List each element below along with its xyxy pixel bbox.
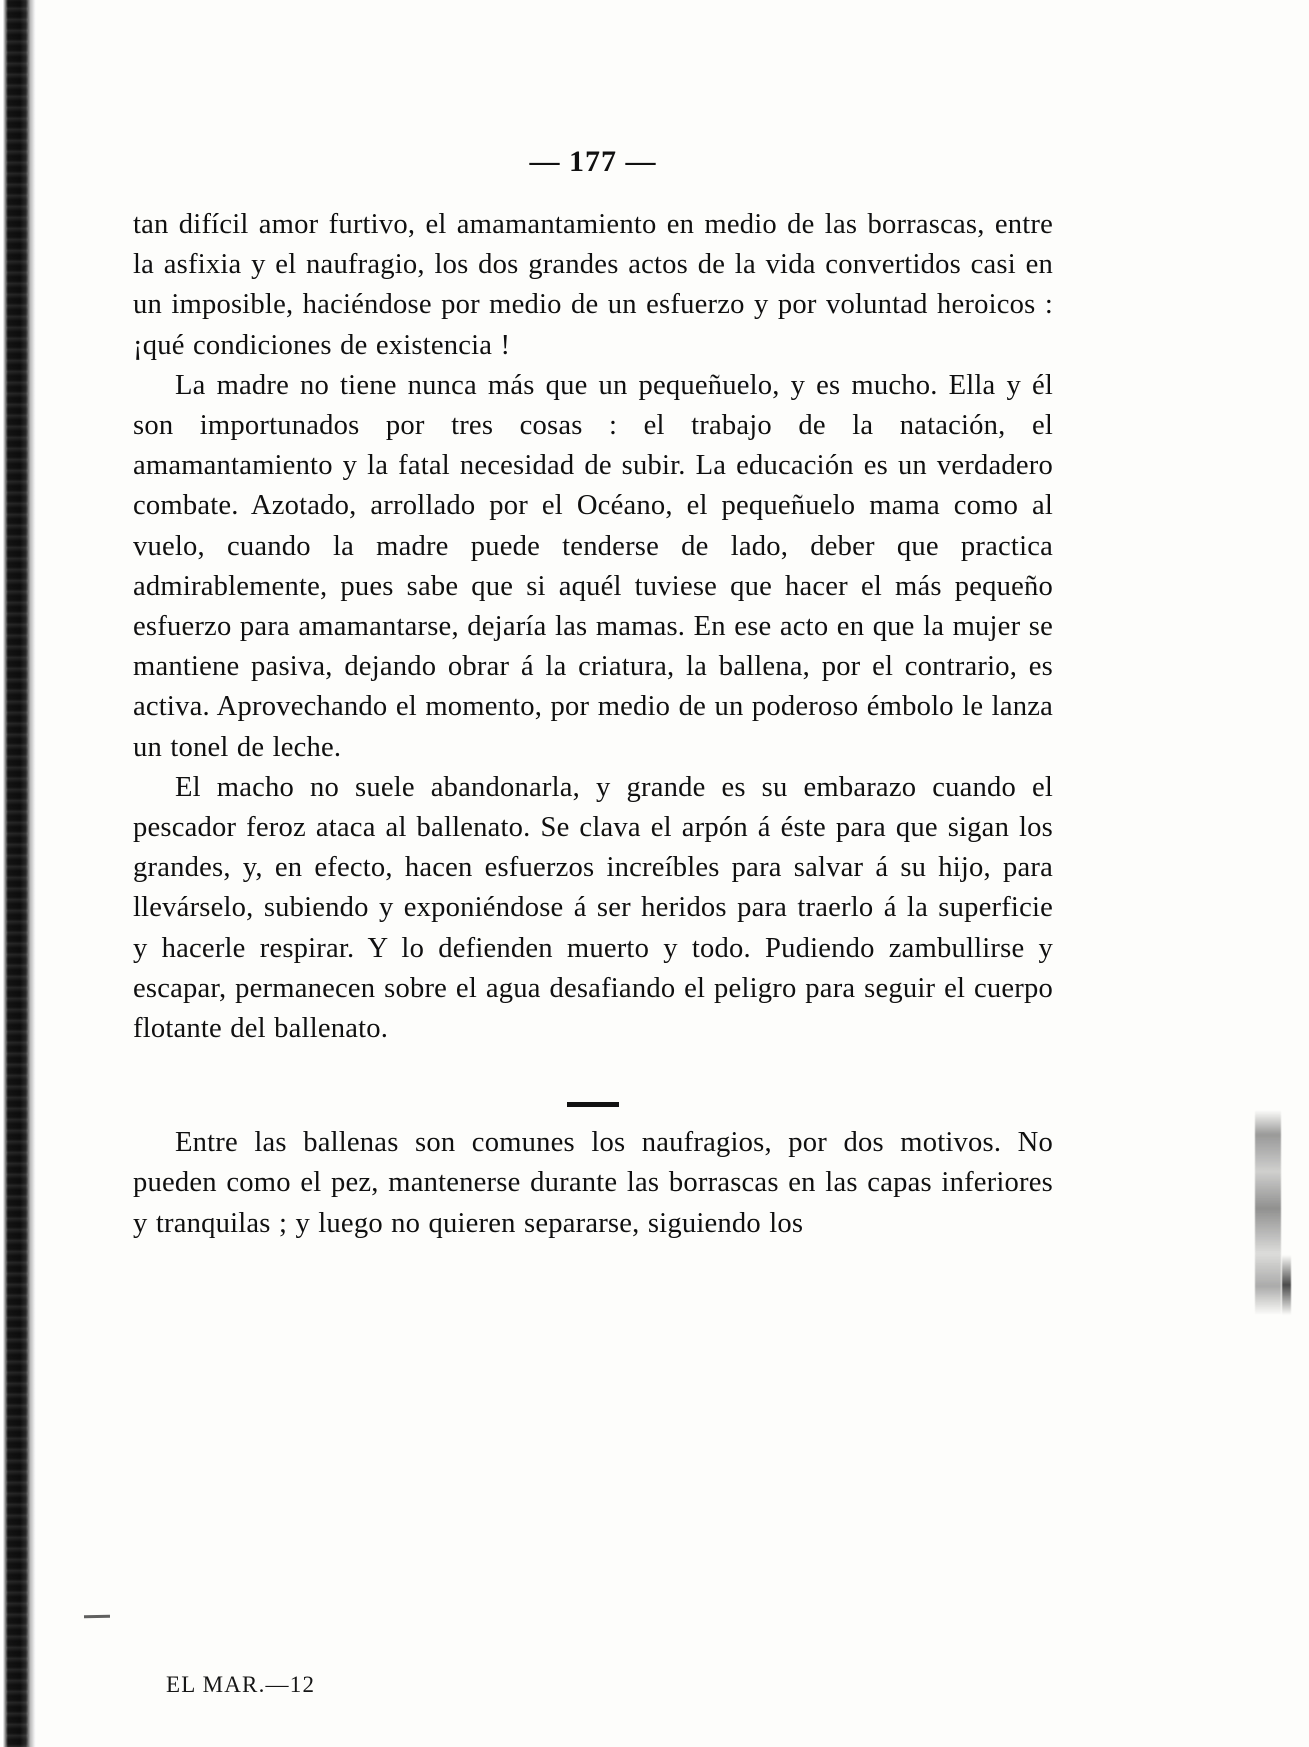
paragraph-2: La madre no tiene nunca más que un pequeñuelo, y es mucho. Ella y él son importunados por tres cosas : el trabajo de la natación, el amamantamiento y la fatal necesidad de subir. La educación es un verdadero combate. Azotado, arrollado por el Océano, el pequeñuelo mama como al vuelo, cuando la madre puede tenderse de lado, deber que practica admirablemente, pues sabe que si aquél tuviese que hacer el más pequeño esfuerzo para amamantarse, dejaría las mamas. En ese acto en que la mujer se mantiene pasiva, dejando obrar á la criatura, la ballena, por el contrario, es activa. Aprovechando el momento, por medio de un poderoso émbolo le lanza un tonel de leche. bbox=[133, 369, 1053, 763]
scan-artifact-right-secondary bbox=[1282, 1255, 1291, 1315]
paragraph-3: El macho no suele abandonarla, y grande es su embarazo cuando el pescador feroz ataca al ballenato. Se clava el arpón á éste para que sigan los grandes, y, en efecto, hacen esfuerzos increíbles para salvar á su hijo, para llevárselo, subiendo y exponiéndose á ser heridos para traerlo á la superficie y hacerle respirar. Y lo defienden muerto y todo. Pudiendo zambullirse y escapar, permanecen sobre el agua desafiando el peligro para seguir el cuerpo flotante del ballenato. bbox=[133, 771, 1053, 1045]
section-divider bbox=[567, 1102, 619, 1107]
scan-artifact-right bbox=[1255, 1110, 1281, 1315]
page-content bbox=[133, 0, 1053, 1747]
paragraph-4: Entre las ballenas son comunes los naufragios, por dos motivos. No pueden como el pez, mantenerse durante las borrascas en las capas inferiores y tranquilas ; y luego no quieren separarse, siguiendo los bbox=[133, 1127, 1053, 1239]
binding-edge-shadow bbox=[0, 0, 36, 1747]
body-text bbox=[133, 205, 1053, 1244]
section-divider-wrap bbox=[133, 1079, 1053, 1089]
page-number: — 177 — bbox=[529, 145, 657, 178]
footer-signature: EL MAR.—12 bbox=[166, 1672, 316, 1697]
scan-artifact-left-mark bbox=[84, 1615, 110, 1618]
paragraph-1: tan difícil amor furtivo, el amamantamiento en medio de las borrascas, entre la asfixia y el naufragio, los dos grandes actos de la vida convertidos casi en un imposible, haciéndose por medio de un esfuerzo y por voluntad heroicos : ¡qué condiciones de existencia ! bbox=[133, 209, 1053, 361]
